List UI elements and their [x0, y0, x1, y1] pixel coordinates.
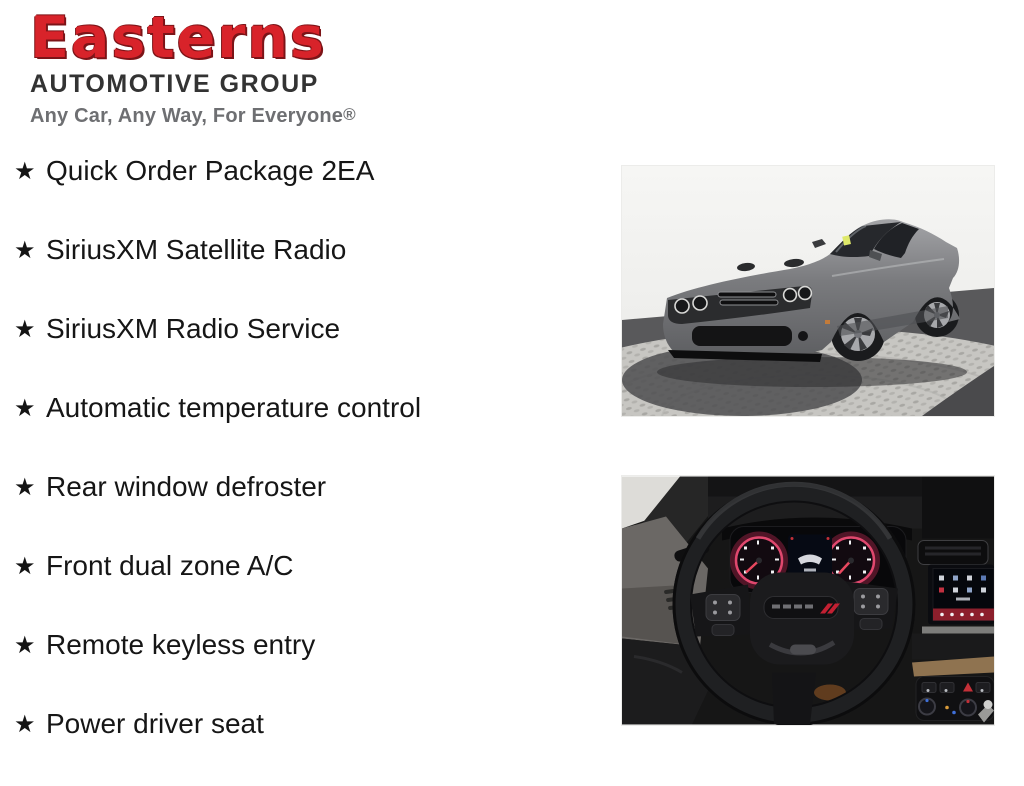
- division-wordmark: AUTOMOTIVE GROUP: [30, 70, 319, 98]
- brand-wordmark: Easterns: [30, 5, 326, 71]
- star-icon: ★: [14, 552, 36, 580]
- registered-mark-icon: ®: [343, 105, 356, 124]
- feature-item: [14, 391, 421, 470]
- star-icon: ★: [14, 157, 36, 185]
- fog-light: [798, 331, 808, 341]
- feature-item: [14, 628, 421, 707]
- climate-controls: [916, 677, 994, 723]
- feature-label: Front dual zone A/C: [46, 550, 294, 581]
- star-icon: ★: [14, 631, 36, 659]
- feature-label: SiriusXM Radio Service: [46, 313, 341, 344]
- tagline-text: Any Car, Any Way, For Everyone: [30, 105, 344, 127]
- lower-intake: [692, 326, 792, 346]
- feature-label: SiriusXM Satellite Radio: [46, 234, 347, 265]
- exterior-photo-illustration: [622, 166, 994, 416]
- feature-label: Remote keyless entry: [46, 629, 316, 660]
- star-icon: ★: [14, 315, 36, 343]
- easterns-logo: [30, 5, 360, 127]
- features-list: [14, 154, 421, 786]
- side-marker: [825, 320, 830, 324]
- touchscreen: [928, 565, 994, 625]
- feature-label: Quick Order Package 2EA: [46, 155, 375, 186]
- feature-item: [14, 154, 421, 233]
- feature-label: Automatic temperature control: [46, 392, 422, 423]
- star-icon: ★: [14, 236, 36, 264]
- feature-label: Power driver seat: [46, 708, 264, 739]
- mid-dash: [912, 634, 994, 660]
- feature-item: [14, 233, 421, 312]
- chrome-trim: [922, 627, 994, 634]
- feature-item: [14, 470, 421, 549]
- feature-item: [14, 707, 421, 786]
- bottom-spoke: [772, 673, 816, 725]
- feature-item: [14, 549, 421, 628]
- feature-label: Rear window defroster: [46, 471, 327, 502]
- wheel-hub: [750, 573, 854, 665]
- tagline: [30, 104, 360, 127]
- star-icon: ★: [14, 710, 36, 738]
- exterior-photo: [621, 165, 995, 417]
- right-air-vent: [918, 541, 988, 565]
- interior-photo: [621, 475, 995, 726]
- star-icon: ★: [14, 473, 36, 501]
- right-dash-top: [922, 477, 994, 539]
- feature-item: [14, 312, 421, 391]
- star-icon: ★: [14, 394, 36, 422]
- interior-photo-illustration: [622, 476, 994, 725]
